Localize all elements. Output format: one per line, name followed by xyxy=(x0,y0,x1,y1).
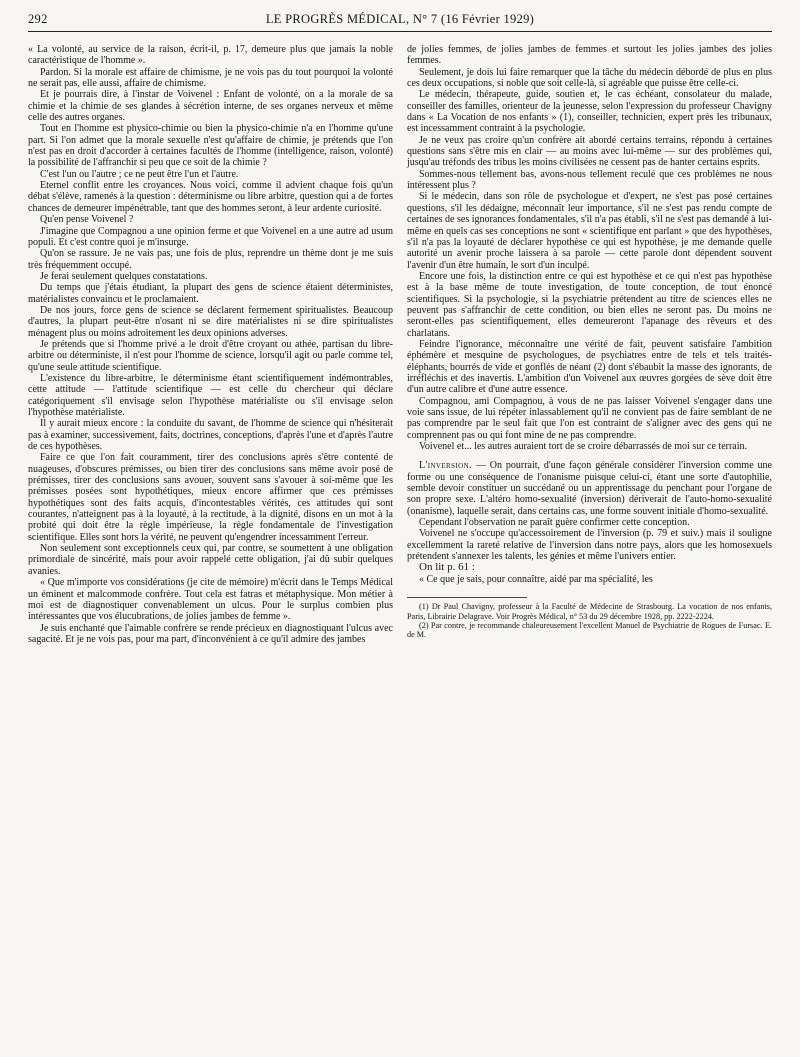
paragraph: Seulement, je dois lui faire remarquer que la tâche du médecin débordé de plus en plus ces deux occupations, si noble que soit celle-là, si agréable que puisse être celle-ci. xyxy=(407,66,772,90)
paragraph: Je ferai seulement quelques constatations. xyxy=(40,270,208,282)
paragraph: Il y aurait mieux encore : la conduite du savant, de l'homme de science qui n'hésiterait pas à examiner, successivement, faits, doctrines, conceptions, d'après l'une et d'après l'autre de ces hypothèses. xyxy=(28,418,394,453)
paragraph: de jolies femmes, de jolies jambes de femmes et surtout les jolies jambes des jolies femmes. xyxy=(407,44,772,67)
paragraph: Encore une fois, la distinction entre ce qui est hypothèse et ce qui n'est pas hypothèse est à la base même de toute investigation, de toute conception, de tout énoncé scientifiques. Si la psychologie, si la psychiatrie prétendent au titre de sciences elles ne peuvent pas s'affranchir de cette condition, ou bien elles ne seront pas. Du moins ne seront-elles pas scientifiquement, elles demeureront l'apanage des rêveurs et des charlatans. xyxy=(407,270,772,339)
running-title: LE PROGRÈS MÉDICAL, N° 7 (16 Février 1929) xyxy=(265,12,535,26)
paragraph: Pardon. Si la morale est affaire de chimisme, je ne vois pas du tout pourquoi la volonté ne serait pas, elle aussi, affaire de chimisme. xyxy=(28,66,393,90)
footnote-rule xyxy=(407,597,527,598)
paragraph: Je suis enchanté que l'aimable confrère se rende précieux en diagnostiquant l'ulcus avec sagacité. Et je ne vois pas, pour ma part, d'inconvénient à ce qu'il admire des jambes xyxy=(28,622,393,645)
paragraph: Je prétends que si l'homme privé a le droit d'être croyant ou athée, partisan du libre-arbitre ou déterministe, il n'est pour l'homme de science, lorsqu'il agit ou parle comme tel, qu'une seule attitude scientifique. xyxy=(28,338,393,373)
paragraph: Si le médecin, dans son rôle de psychologue et d'expert, ne s'est pas posé certaines questions, s'il les dédaigne, méconnaît leur importance, s'il ne s'est pas rendu compte de certaines de ses ignorances fondamentales, s'il n'a pas établi, s'il ne s'est pas demandé à lui-même en quels cas ses conceptions ne sont « scientifique ent parlant » que des hypothèses, s'il n'a pas la loyauté de déclarer hypothèse ce qui est hypothèse, je me demande quelle autorité un avenir proche laissera à sa parole — cette parole dont dépendent souvent l'avenir d'un être humain, le sort d'un inculpé. xyxy=(407,191,772,271)
footnote: (1) Dr Paul Chavigny, professeur à la Faculté de Médecine de Strasbourg. La vocation de nos enfants, Paris, Librairie Delagrave. Voir Progrès Médical, n° 53 du 29 décembre 1928, pp. 2222-2224. xyxy=(407,602,772,621)
paragraph: Du temps que j'étais étudiant, la plupart des gens de science étaient déterministes, matérialistes convaincu et le proclamaient. xyxy=(28,282,393,305)
paragraph: Sommes-nous tellement bas, avons-nous tellement reculé que ces problèmes ne nous intéressent plus ? xyxy=(407,168,772,192)
paragraph: Voivenel et... les autres auraient tort de se croire débarrassés de moi sur ce terrain. xyxy=(419,441,748,453)
paragraph: Non seulement sont exceptionnels ceux qui, par contre, se soumettent à une obligation primordiale de sincérité, mais pour avoir rappelé cette obligation, j'ai dû subir quelques avanies. xyxy=(28,543,393,577)
quote-start: « Ce que je sais, pour connaître, aidé par ma spécialité, les xyxy=(419,573,653,585)
running-header xyxy=(28,12,772,27)
paragraph: De nos jours, force gens de science se déclarent fermement spiritualistes. Beaucoup d'autres, la plupart peut-être n'osant ni se dire matérialistes ni se dire spiritualistes ménagent plus ou moins adroitement les deux opinions adverses. xyxy=(28,304,393,339)
paragraph: Compagnou, ami Compagnou, à vous de ne pas laisser Voivenel s'engager dans une voie sans issue, de lui répéter inlassablement qu'il ne convient pas de faire semblant de ne pas comprendre par le seul fait que l'on est contraint de s'aligner avec des gens qui ne comprennent pas ou qui font mine de ne pas comprendre. xyxy=(407,395,772,441)
paragraph: Eternel conflit entre les croyances. Nous voici, comme il advient chaque fois qu'un débat s'élève, ramenés à la question : déterminisme ou libre arbitre, question qui a de fortes chances de demeurer impénétrable, tant que des hommes seront, à leur ardente curiosité. xyxy=(28,180,393,214)
paragraph: Feindre l'ignorance, méconnaître une vérité de fait, peuvent satisfaire l'ambition éphémère et mesquine de psychologues, de psychiatres entre de tels et tels traités-éléphants, bourrés de vide et gonflés de néant (2) dont s'ébaubit la masse des ignorants, de irréfléchis et des inavertis. L'ambition d'un Voivenel aux œuvres gorgées de sève doit être d'un autre calibre et d'une autre essence. xyxy=(407,338,772,396)
quote-intro: On lit p. 61 : xyxy=(419,561,475,574)
section-heading: L'inversion. xyxy=(419,460,472,472)
paragraph: Voivenel ne s'occupe qu'accessoirement de l'inversion (p. 79 et suiv.) mais il souligne excellemment la rareté relative de l'inversion dans notre pays, alors que les homosexuels prétendent s'annexer les talents, les génies et même l'univers entier. xyxy=(407,528,772,563)
inversion-paragraph xyxy=(407,460,772,517)
paragraph: Faire ce que l'on fait couramment, tirer des conclusions après s'être contenté de nuageuses, d'obscures prémisses, ou bien tirer des conclusions sans même avoir posé de prémisses, tirer des conclusions sans avouer, souvent sans s'avouer à soi-même que les prémisses posées sont hypothétiques, mieux encore affirmer que ces prémisses hypothétiques sont des faits acquis, d'incontestables vérités, ces attitudes qui sont courantes, n'atteignent pas à la loyauté, à la rectitude, à la dignité, disons en un mot à la probité qui doit être la règle impérieuse, la règle fondamentale de l'investigation scientifique. Elles sont hors la vérité, ne peuvent qu'engendrer incessamment l'erreur. xyxy=(28,452,393,543)
paragraph: Tout en l'homme est physico-chimie ou bien la physico-chimie n'a en l'homme qu'une part. Si l'on admet que la morale sexuelle n'est qu'affaire de chimie, je prétends que l'on n'est pas en droit d'accorder à certaines facultés de l'homme (intelligence, raison, volonté) la possibilité de l'affranchir si peu que ce soit de la chimie ? xyxy=(28,123,393,169)
paragraph: C'est l'un ou l'autre ; ce ne peut être l'un et l'autre. xyxy=(40,168,239,180)
header-rule xyxy=(28,31,772,32)
two-column-body xyxy=(28,44,772,645)
paragraph: Et je pourrais dire, à l'instar de Voivenel : Enfant de volonté, on a la morale de sa chimie et la chimie de ses glandes à sécrétion interne, de ses organes nerveux et même celle des autres organes. xyxy=(28,89,393,124)
paragraph: Qu'on se rassure. Je ne vais pas, une fois de plus, reprendre un thème dont je me suis très fréquemment occupé. xyxy=(28,248,393,271)
paragraph: Cependant l'observation ne paraît guère confirmer cette conception. xyxy=(419,517,690,529)
left-column xyxy=(28,44,393,645)
paragraph: Je ne veux pas croire qu'un confrère ait abordé certains terrains, répondu à certaines questions sans s'être mis en clair — au moins avec lui-même — sur des problèmes qui, jusqu'au tréfonds des tribus les moins civilisées ne cessent pas de hanter certains esprits. xyxy=(407,134,772,169)
footnote: (2) Par contre, je recommande chaleureusement l'excellent Manuel de Psychiatrie de Rogues de Fursac. E. de M. xyxy=(407,620,772,640)
section-text: — On pourrait, d'une façon générale considérer l'inversion comme une forme ou une conséquence de l'onanisme puisque celui-ci, étant une sorte d'autophilie, semble devoir constituer un succédané ou un apprentissage du penchant pour l'organe de son propre sexe. L'altéro homo-sexualité (inversion) dériverait de l'auto-homo-sexualité (onanisme), laquelle serait, dans certains cas, une forme souvent initiale d'homo-sexualité. xyxy=(407,460,772,517)
paragraph: « Que m'importe vos considérations (je cite de mémoire) m'écrit dans le Temps Médical un éminent et malcommode confrère. Tout cela est fatras et métaphysique. Mon métier à moi est de diagnostiquer convenablement un ulcus. Pour le surplus combien plus intéressantes que vos élucubrations, de jolies jambes de femme ». xyxy=(28,577,393,623)
paragraph: « La volonté, au service de la raison, écrit-il, p. 17, demeure plus que jamais la noble caractéristique de l'homme ». xyxy=(28,44,393,67)
paragraph: Le médecin, thérapeute, guide, soutien et, le cas échéant, consolateur du malade, conseiller des familles, orienteur de la jeunesse, selon l'expression du professeur Chavigny dans « La Vocation de nos enfants » (1), conseiller, technicien, expert près les tribunaux, est incessamment contraint à la psychologie. xyxy=(407,89,772,135)
page-number: 292 xyxy=(28,12,48,26)
paragraph: Qu'en pense Voivenel ? xyxy=(40,214,134,226)
paragraph: J'imagine que Compagnou a une opinion ferme et que Voivenel en a une autre ad usum populi. Et c'est contre quoi je m'insurge. xyxy=(28,225,393,248)
paragraph: L'existence du libre-arbitre, le déterminisme étant scientifiquement indémontrables, cette attitude — l'attitude scientifique — est celle du chercheur qui déclare catégoriquement s'il envisage selon l'hypothèse matérialiste ou s'il envisage selon l'hypothèse matérialiste. xyxy=(28,372,393,418)
right-column xyxy=(407,44,772,645)
